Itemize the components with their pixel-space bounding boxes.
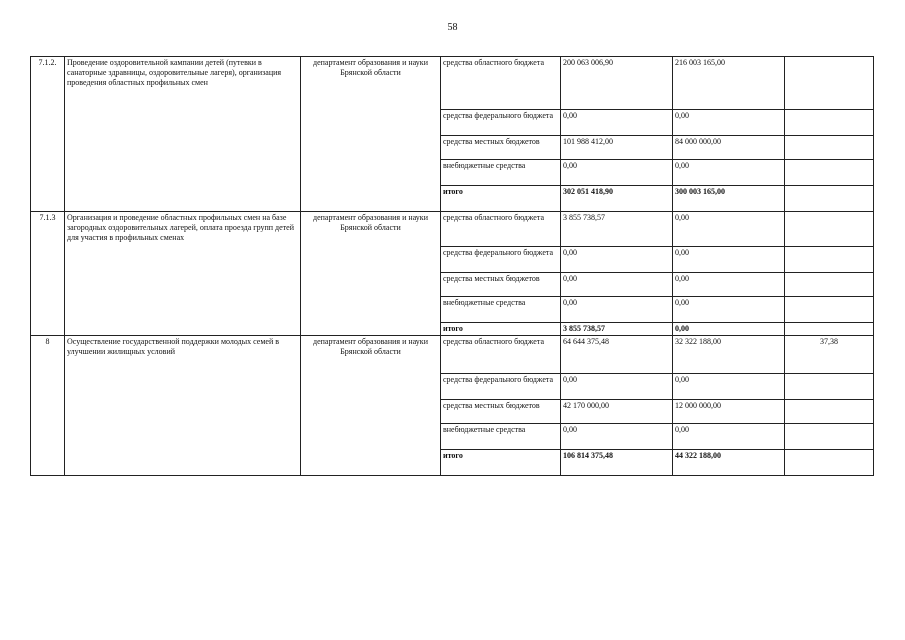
- item-executor: департамент образования и науки Брянской области: [301, 212, 441, 336]
- extra-value: [785, 297, 874, 323]
- amount-col2: 44 322 188,00: [673, 450, 785, 476]
- funding-source: внебюджетные средства: [441, 297, 561, 323]
- amount-col2: 300 003 165,00: [673, 186, 785, 212]
- extra-value: [785, 374, 874, 400]
- extra-value: [785, 273, 874, 297]
- table-row: [31, 57, 874, 110]
- funding-source: средства федерального бюджета: [441, 247, 561, 273]
- amount-col1: 3 855 738,57: [561, 212, 673, 247]
- item-executor: департамент образования и науки Брянской области: [301, 336, 441, 476]
- amount-col1: 0,00: [561, 374, 673, 400]
- extra-value: 37,38: [785, 336, 874, 374]
- extra-value: [785, 450, 874, 476]
- amount-col1: 101 988 412,00: [561, 136, 673, 160]
- extra-value: [785, 186, 874, 212]
- funding-source: средства федерального бюджета: [441, 374, 561, 400]
- funding-source: средства местных бюджетов: [441, 136, 561, 160]
- extra-value: [785, 160, 874, 186]
- funding-source: итого: [441, 323, 561, 336]
- funding-source: итого: [441, 186, 561, 212]
- amount-col2: 0,00: [673, 323, 785, 336]
- extra-value: [785, 400, 874, 424]
- amount-col1: 0,00: [561, 424, 673, 450]
- funding-source: внебюджетные средства: [441, 160, 561, 186]
- funding-source: итого: [441, 450, 561, 476]
- item-number: 8: [31, 336, 65, 476]
- funding-source: средства местных бюджетов: [441, 400, 561, 424]
- amount-col1: 0,00: [561, 273, 673, 297]
- extra-value: [785, 424, 874, 450]
- item-description: Осуществление государственной поддержки молодых семей в улучшении жилищных условий: [65, 336, 301, 476]
- item-number: 7.1.3: [31, 212, 65, 336]
- amount-col1: 302 051 418,90: [561, 186, 673, 212]
- page-number: 58: [447, 22, 458, 33]
- funding-source: средства областного бюджета: [441, 212, 561, 247]
- amount-col1: 3 855 738,57: [561, 323, 673, 336]
- funding-source: средства областного бюджета: [441, 57, 561, 110]
- amount-col2: 0,00: [673, 212, 785, 247]
- amount-col2: 0,00: [673, 160, 785, 186]
- amount-col2: 0,00: [673, 247, 785, 273]
- item-number: 7.1.2.: [31, 57, 65, 212]
- budget-table: [30, 56, 874, 476]
- table-row: [31, 212, 874, 247]
- funding-source: средства местных бюджетов: [441, 273, 561, 297]
- amount-col1: 106 814 375,48: [561, 450, 673, 476]
- amount-col2: 0,00: [673, 424, 785, 450]
- amount-col2: 12 000 000,00: [673, 400, 785, 424]
- amount-col2: 0,00: [673, 374, 785, 400]
- funding-source: внебюджетные средства: [441, 424, 561, 450]
- extra-value: [785, 110, 874, 136]
- amount-col1: 0,00: [561, 247, 673, 273]
- amount-col2: 84 000 000,00: [673, 136, 785, 160]
- amount-col1: 200 063 006,90: [561, 57, 673, 110]
- extra-value: [785, 247, 874, 273]
- amount-col1: 42 170 000,00: [561, 400, 673, 424]
- item-description: Проведение оздоровительной кампании детей (путевки в санаторные здравницы, оздоровительные лагеря), организация проведения областных профильных смен: [65, 57, 301, 212]
- amount-col2: 32 322 188,00: [673, 336, 785, 374]
- funding-source: средства федерального бюджета: [441, 110, 561, 136]
- item-description: Организация и проведение областных профильных смен на базе загородных оздоровительных лагерей, оплата проезда групп детей для участия в профильных сменах: [65, 212, 301, 336]
- amount-col2: 0,00: [673, 110, 785, 136]
- amount-col1: 0,00: [561, 160, 673, 186]
- amount-col2: 216 003 165,00: [673, 57, 785, 110]
- extra-value: [785, 136, 874, 160]
- extra-value: [785, 323, 874, 336]
- item-executor: департамент образования и науки Брянской области: [301, 57, 441, 212]
- extra-value: [785, 212, 874, 247]
- table-row: [31, 336, 874, 374]
- amount-col2: 0,00: [673, 297, 785, 323]
- funding-source: средства областного бюджета: [441, 336, 561, 374]
- amount-col1: 64 644 375,48: [561, 336, 673, 374]
- amount-col1: 0,00: [561, 110, 673, 136]
- extra-value: [785, 57, 874, 110]
- amount-col1: 0,00: [561, 297, 673, 323]
- amount-col2: 0,00: [673, 273, 785, 297]
